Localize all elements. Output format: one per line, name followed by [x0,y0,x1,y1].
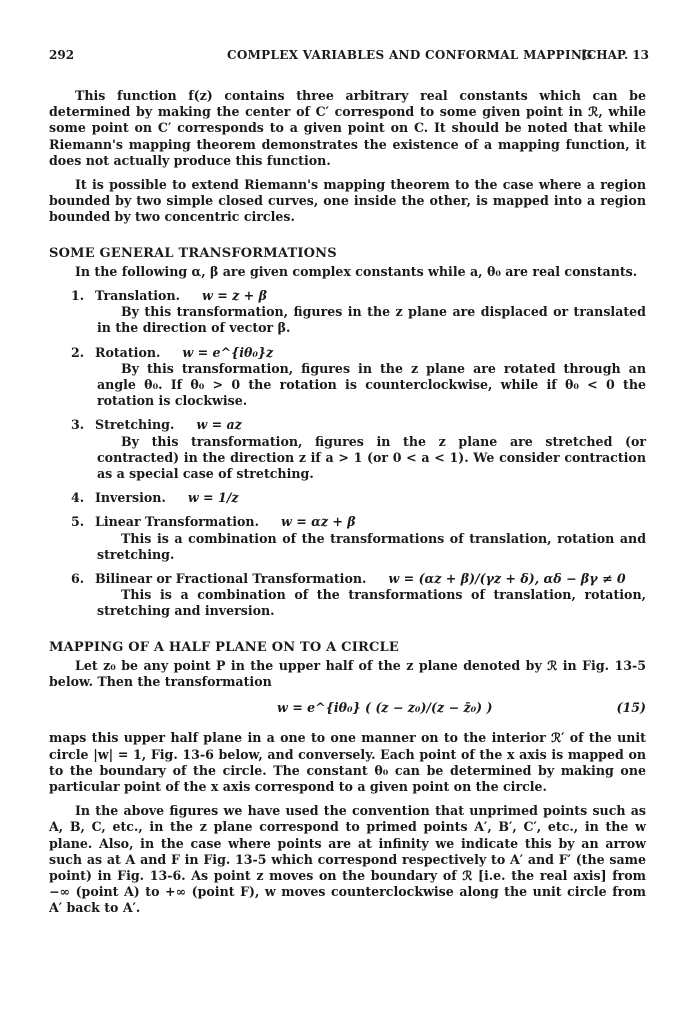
transformation-item [49,571,646,620]
paragraph-riemann-function: This function f(z) contains three arbitrary real constants which can be determined by making the center of C′ correspond to some given point in ℛ, while some point on C′ corresponds to a given point on C. It should be noted that while Riemann's mapping theorem demonstrates the existence of a mapping function, it does not actually produce this function. [49,88,646,168]
equation-number: (15) [616,700,646,716]
running-title: COMPLEX VARIABLES AND CONFORMAL MAPPING [227,48,593,62]
item-number: 3. [71,417,85,433]
item-name: Rotation. [95,344,161,360]
item-equation: w = z + β [201,288,267,304]
page-header [49,47,649,63]
transformation-item [49,490,646,506]
transformation-item [49,345,646,410]
item-number: 2. [71,344,85,360]
item-number: 6. [71,571,85,587]
item-description: By this transformation, figures in the z plane are rotated through an angle θ₀. If θ₀ > 0 the rotation is counterclockwise, while if θ₀ < 0 the rotation is clockwise. [97,360,646,409]
paragraph-riemann-extension: It is possible to extend Riemann's mapping theorem to the case where a region bounded by two simple closed curves, one inside the other, is mapped into a region bounded by two concentric circles. [49,177,646,225]
item-number: 4. [71,490,85,506]
page-number: 292 [49,48,75,62]
section-title-general-transformations: SOME GENERAL TRANSFORMATIONS [49,245,337,261]
transformation-item [49,288,646,337]
item-equation: w = az [196,417,242,433]
item-equation: w = αz + β [280,514,356,530]
item-description: By this transformation, figures in the z plane are stretched (or contracted) in the direction z if a > 1 (or 0 < a < 1). We consider contraction as a special case of stretching. [97,433,646,482]
item-description: This is a combination of the transformations of translation, rotation and stretching. [97,530,646,562]
chapter-label: [CHAP. 13 [581,48,649,62]
paragraph-figure-convention: In the above figures we have used the convention that unprimed points such as A, B, C, etc., in the z plane correspond to primed points A′, B′, C′, etc., in the w plane. Also, in the case where points are at infinity we indicate this by an arrow such as at A and F in Fig. 13-5 which correspond respectively to A′ and F′ (the same point) in Fig. 13-6. As point z moves on the boundary of ℛ [i.e. the real axis] from −∞ (point A) to +∞ (point F), w moves counterclockwise along the unit circle from A′ back to A′. [49,803,646,916]
item-equation: w = (αz + β)/(γz + δ), αδ − βγ ≠ 0 [388,571,626,587]
section-intro: In the following α, β are given complex constants while a, θ₀ are real constants. [75,263,638,279]
item-name: Stretching. [95,417,175,433]
paragraph-mapping-description: maps this upper half plane in a one to one manner on to the interior ℛ′ of the unit circle |w| = 1, Fig. 13-6 below, and conversely. Each point of the x axis is mapped on to the boundary of the circle. The constant θ₀ can be determined by making one particular point of the x axis correspond to a given point on the circle. [49,730,646,794]
display-equation [49,690,646,730]
item-description: This is a combination of the transformations of translation, rotation, stretching and inversion. [97,587,646,619]
item-number: 5. [71,514,85,530]
paragraph-transformation-intro: Let z₀ be any point P in the upper half of the z plane denoted by ℛ in Fig. 13-5 below. Then the transformation [49,657,646,690]
equation-text: w = e^{iθ₀} ( (z − z₀)/(z − z̄₀) ) [277,700,493,716]
transformation-item [49,417,646,482]
item-name: Linear Transformation. [95,514,259,530]
item-name: Bilinear or Fractional Transformation. [95,571,367,587]
item-name: Inversion. [95,490,166,506]
item-number: 1. [71,288,85,304]
page-body [49,88,646,925]
item-equation: w = e^{iθ₀}z [182,344,274,360]
item-description: By this transformation, figures in the z plane are displaced or translated in the direction of vector β. [97,304,646,336]
section-title-half-plane-mapping: MAPPING OF A HALF PLANE ON TO A CIRCLE [49,639,399,655]
transformation-item [49,514,646,563]
item-equation: w = 1/z [187,490,239,506]
item-name: Translation. [95,288,180,304]
